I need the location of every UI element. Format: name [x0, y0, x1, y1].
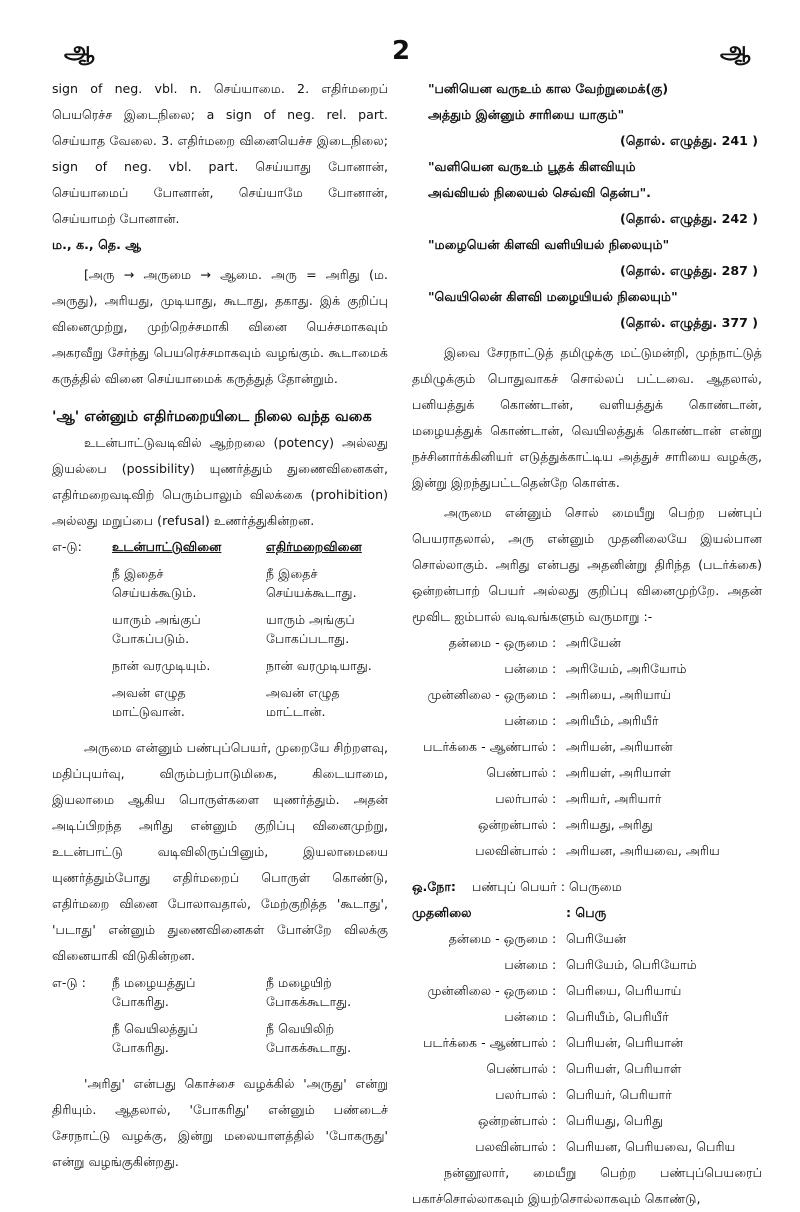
- affirmative-heading: உடன்பாட்டுவினை: [112, 539, 222, 554]
- table-value: பெரியேன்: [566, 931, 627, 946]
- arumai-paragraph: அருமை என்னும் பண்புப்பெயர், முறையே சிற்றளவு, மதிப்புயர்வு, விரும்பற்பாடுமிகை, கிடையாமை, இயலாமை ஆகிய பொருள்களை யுணர்த்தும். அதன் அடிப்பிறந்த அரிது என்னும் குறிப்பு வினைமுற்று, உடன்பாட்டு வடிவிலிருப்பினும், இயலாமையை யுணர்த்தும்போது எதிர்மறைப் பொருள் கொண்டு, எதிர்மறை வினை போலாவதால், மேற்குறித்த 'கூடாது', 'படாது' என்னும் துணைவினைகள் போன்றே விலக்கு வினையாகி விடுகின்றன.: [52, 740, 388, 963]
- table-value: பெரியன், பெரியான்: [566, 1035, 684, 1050]
- table-colon: :: [552, 661, 557, 676]
- table-colon: :: [552, 713, 557, 728]
- table-colon: :: [552, 635, 557, 650]
- example-line: அவன் எழுத: [266, 685, 340, 700]
- table-value: பெரியன, பெரியவை, பெரிய: [566, 1139, 736, 1154]
- table-value: அரியன, அரியவை, அரிய: [566, 843, 720, 858]
- table-colon: :: [552, 791, 557, 806]
- quote-line: "வெயிலென் கிளவி மழையியல் நிலையும்": [428, 289, 678, 304]
- table-key: பெண்பால்: [486, 765, 548, 780]
- table-key: பலவின்பால்: [475, 843, 548, 858]
- negative-example: [266, 973, 388, 1011]
- right-column: [412, 76, 762, 1212]
- example-line: யாரும் அங்குப்: [266, 612, 355, 627]
- quote-line: அத்தும் இன்னும் சாரியை யாகும்": [428, 107, 625, 122]
- example-row-label: எ-டு :: [52, 975, 86, 990]
- example-line: போகப்படும்.: [112, 631, 190, 646]
- example-line: போகரிது.: [112, 1040, 169, 1055]
- table-key: பன்மை: [504, 1009, 548, 1024]
- example-row: [52, 969, 388, 1015]
- table-value: பெரியேம், பெரியோம்: [566, 957, 697, 972]
- closing-paragraph: 'அரிது' என்பது கொச்சை வழக்கில் 'அருது' என்று திரியும். ஆதலால், 'போகரிது' என்னும் பண்டைச் சேரநாட்டு வழக்கு, இன்று மலையாளத்தில் 'போகருது' என்று வழங்குகின்றது.: [52, 1076, 388, 1169]
- compare-note: [412, 874, 762, 900]
- quote-list: [412, 76, 762, 336]
- auxiliary-paragraph: உடன்பாட்டுவடிவில் ஆற்றலை (potency) அல்லது இயல்பை (possibility) யுணர்த்தும் துணைவினைகள், எதிர்மறைவடிவிற் பெரும்பாலும் விலக்கை (prohibition) அல்லது மறுப்பை (refusal) உணர்த்துகின்றன.: [52, 435, 388, 528]
- example-line: நீ மழையிற்: [266, 975, 332, 990]
- example-line: போகக்கூடாது.: [266, 1040, 352, 1055]
- table-value: அரியது, அரிது: [566, 817, 653, 832]
- table-colon: :: [552, 1087, 557, 1102]
- example-line: நீ வெயிலத்துப்: [112, 1021, 198, 1036]
- table-key: பலவின்பால்: [475, 1139, 548, 1154]
- affirmative-example: [112, 1019, 266, 1057]
- example-line: மாட்டான்.: [266, 704, 326, 719]
- example-row-label: [52, 1019, 112, 1057]
- table-value: அரியன், அரியான்: [566, 739, 673, 754]
- table-value: பெரியர், பெரியார்: [566, 1087, 672, 1102]
- negative-heading: எதிர்மறைவினை: [266, 539, 362, 554]
- example-row-label: [52, 610, 112, 648]
- table-key: பன்மை: [504, 661, 548, 676]
- table-value: அரியேன்: [566, 635, 622, 650]
- example-line: நான் வரமுடியும்.: [112, 658, 211, 673]
- table-colon: :: [552, 739, 557, 754]
- table-key: முன்னிலை - ஒருமை: [427, 983, 548, 998]
- chera-paragraph: இவை சேரநாட்டுத் தமிழுக்கு மட்டுமன்றி, முந்நாட்டுத் தமிழுக்கும் பொதுவாகச் சொல்லப் பட்டவை. ஆதலால், பனியத்துக் கொண்டான், வளியத்துக் கொண்டான், மழையத்துக் கொண்டான், வெயிலத்துக் கொண்டான் என்று நச்சினார்க்கினியர் எடுத்துக்காட்டிய அத்துச் சாரியை வழக்கு, இன்று இறந்துபட்டதென்றே கொள்க.: [412, 345, 762, 490]
- example-row: [52, 560, 388, 606]
- quote-reference: (தொல். எழுத்து. 287 ): [620, 263, 758, 278]
- example-row-label: [52, 656, 112, 675]
- example-row: [52, 606, 388, 652]
- header-left-letter: ஆ: [64, 36, 95, 64]
- conjugation-table-ari: [412, 630, 762, 864]
- conjugation-table-peri: [412, 926, 762, 1160]
- table-colon: :: [552, 1113, 557, 1128]
- example-line: போகக்கூடாது.: [266, 994, 352, 1009]
- example-row: [52, 652, 388, 679]
- table-value: அரியை, அரியாய்: [566, 687, 672, 702]
- table-colon: :: [552, 765, 557, 780]
- root-label: முதனிலை: [412, 905, 472, 920]
- table-colon: :: [552, 1035, 557, 1050]
- table-key: பன்மை: [504, 957, 548, 972]
- table-key: பெண்பால்: [486, 1061, 548, 1076]
- table-key: பலர்பால்: [495, 791, 548, 806]
- example-header-row: [52, 534, 388, 560]
- negative-example: [266, 683, 388, 721]
- example-line: செய்யக்கூடாது.: [266, 585, 357, 600]
- entry-senses: sign of neg. vbl. n. செய்யாமை. 2. எதிர்மறைப் பெயரெச்ச இடைநிலை; a sign of neg. rel. part. செய்யாத வேலை. 3. எதிர்மறை வினையெச்ச இடைநிலை; sign of neg. vbl. part. செய்யாது போனான், செய்யாமைப் போனான், செய்யாமே போனான், செய்யாமற் போனான்.: [52, 81, 388, 226]
- example-row: [52, 1015, 388, 1061]
- example-line: நீ வெயிலிற்: [266, 1021, 335, 1036]
- example-line: நான் வரமுடியாது.: [266, 658, 372, 673]
- root-note: [412, 900, 762, 926]
- header-right-letter: ஆ: [720, 36, 751, 64]
- table-key: பன்மை: [504, 713, 548, 728]
- example-list: [52, 560, 388, 725]
- table-key: தன்மை - ஒருமை: [448, 931, 548, 946]
- compare-label: ஒ.நோ:: [412, 879, 456, 894]
- page-number: 2: [392, 36, 411, 66]
- quote-line: "வளியென வருஉம் பூதக் கிளவியும்: [428, 159, 636, 174]
- table-key: முன்னிலை - ஒருமை: [427, 687, 548, 702]
- table-colon: :: [552, 1061, 557, 1076]
- example-list-2: [52, 969, 388, 1061]
- table-key: தன்மை - ஒருமை: [448, 635, 548, 650]
- example-line: போகரிது.: [112, 994, 169, 1009]
- table-colon: :: [552, 1139, 557, 1154]
- table-value: அரியள், அரியாள்: [566, 765, 672, 780]
- etymology-paragraph: [அரு → அருமை → ஆமை. அரு = அரிது (ம. அருது), அரியது, முடியாது, கூடாது, தகாது. இக் குறிப்பு வினைமுற்று, முற்றெச்சமாகி வினை யெச்சமாகவும் அகரவீறு சேர்ந்து பெயரெச்சமாகவும் வழங்கும். கூடாமைக் கருத்தில் வினை செய்யாமைக் கருத்துத் தோன்றும்.: [52, 267, 388, 386]
- example-label: எ-டு:: [52, 539, 82, 554]
- quote-line: அவ்வியல் நிலையல் செவ்வி தென்ப".: [428, 185, 651, 200]
- example-line: போகப்படாது.: [266, 631, 350, 646]
- affirmative-example: [112, 683, 266, 721]
- table-colon: :: [552, 817, 557, 832]
- table-key: ஒன்றன்பால்: [478, 817, 548, 832]
- table-value: பெரியீம், பெரியீர்: [566, 1009, 669, 1024]
- example-row: [52, 679, 388, 725]
- compare-text: பண்புப் பெயர் : பெருமை: [472, 879, 622, 894]
- root-value: : பெரு: [566, 905, 607, 920]
- table-key: படர்க்கை - ஆண்பால்: [423, 1035, 548, 1050]
- example-row-label: [52, 564, 112, 602]
- table-colon: :: [552, 983, 557, 998]
- table-colon: :: [552, 1009, 557, 1024]
- left-column: [52, 76, 388, 1175]
- quote-line: "மழையென் கிளவி வளியியல் நிலையும்": [428, 237, 670, 252]
- negative-example: [266, 610, 388, 648]
- table-value: அரியர், அரியார்: [566, 791, 662, 806]
- affirmative-example: [112, 564, 266, 602]
- nannul-paragraph: நன்னூலார், மையீறு பெற்ற பண்புப்பெயரைப் பகாச்சொல்லாகவும் இயற்சொல்லாகவும் கொண்டு,: [412, 1165, 762, 1206]
- example-row-label: [52, 683, 112, 721]
- affirmative-example: [112, 656, 266, 675]
- example-line: யாரும் அங்குப்: [112, 612, 201, 627]
- root-paragraph: அருமை என்னும் சொல் மையீறு பெற்ற பண்புப் பெயராதலால், அரு என்னும் முதனிலையே இயல்பான சொல்லாகும். அரிது என்பது அதனின்று திரிந்த (படர்க்கை) ஒன்றன்பாற் பெயர் அல்லது குறிப்பு வினைமுற்றே. அதன் மூவிட ஐம்பால் வடிவங்களும் வருமாறு :-: [412, 505, 762, 624]
- table-key: படர்க்கை - ஆண்பால்: [423, 739, 548, 754]
- quote-reference: (தொல். எழுத்து. 241 ): [620, 133, 758, 148]
- cognate-languages: ம., க., தெ. ஆ: [52, 237, 142, 252]
- negative-example: [266, 656, 388, 675]
- table-colon: :: [552, 931, 557, 946]
- table-colon: :: [552, 843, 557, 858]
- quote-reference: (தொல். எழுத்து. 377 ): [620, 315, 758, 330]
- table-key: பலர்பால்: [495, 1087, 548, 1102]
- example-line: நீ இதைச்: [112, 566, 164, 581]
- table-value: பெரியள், பெரியாள்: [566, 1061, 682, 1076]
- example-line: செய்யக்கூடும்.: [112, 585, 197, 600]
- affirmative-example: [112, 610, 266, 648]
- quote-line: "பனியென வருஉம் கால வேற்றுமைக்(கு): [428, 81, 669, 96]
- table-colon: :: [552, 687, 557, 702]
- example-line: மாட்டுவான்.: [112, 704, 185, 719]
- table-value: அரியேம், அரியோம்: [566, 661, 687, 676]
- section-heading: 'ஆ' என்னும் எதிர்மறையிடை நிலை வந்த வகை: [52, 409, 372, 425]
- negative-example: [266, 1019, 388, 1057]
- table-colon: :: [552, 957, 557, 972]
- example-line: அவன் எழுத: [112, 685, 186, 700]
- example-line: நீ மழையத்துப்: [112, 975, 196, 990]
- affirmative-example: [112, 973, 266, 1011]
- example-line: நீ இதைச்: [266, 566, 318, 581]
- table-key: ஒன்றன்பால்: [478, 1113, 548, 1128]
- table-value: பெரியது, பெரிது: [566, 1113, 664, 1128]
- table-value: பெரியை, பெரியாய்: [566, 983, 682, 998]
- quote-reference: (தொல். எழுத்து. 242 ): [620, 211, 758, 226]
- negative-example: [266, 564, 388, 602]
- table-value: அரியீம், அரியீர்: [566, 713, 659, 728]
